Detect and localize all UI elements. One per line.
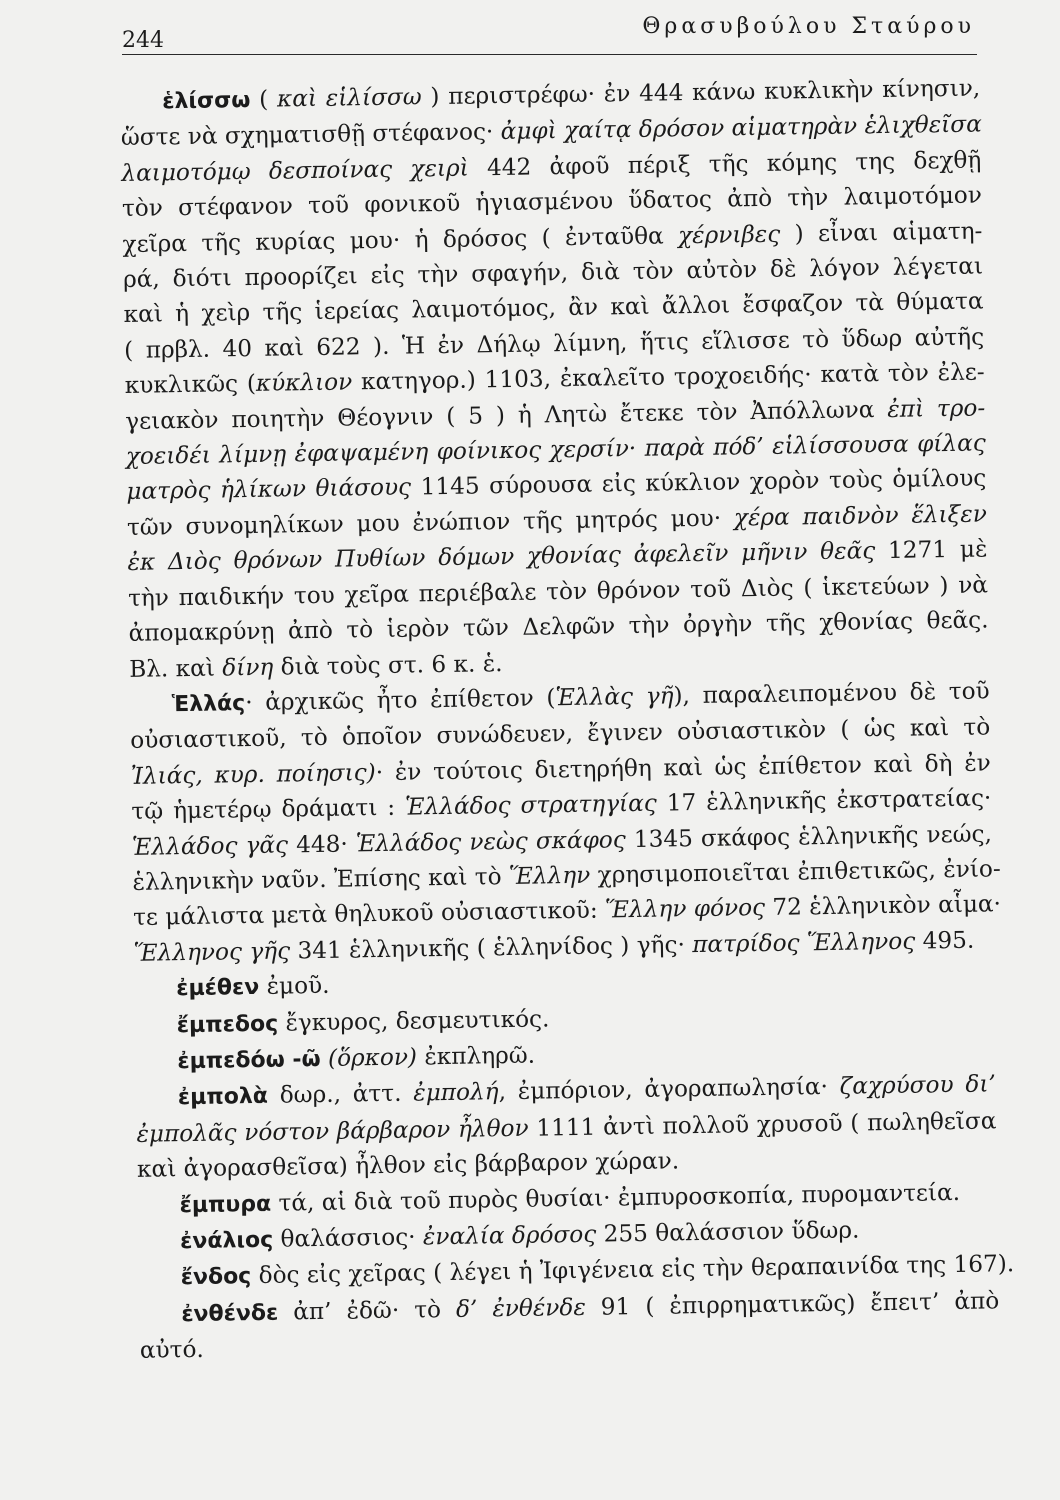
text-run: καὶ ἡ χεὶρ τῆς ἱερείας λαιμοτόμος, ἂν καὶ ἄλλοι ἔσφαζον τὰ θύματα [123, 287, 984, 329]
text-run: γειακὸν ποιητὴν Θέογνιν ( 5 ) ἡ Λητὼ ἔτεκε τὸν Ἀπόλλωνα [125, 395, 888, 435]
italic-text: κύκλιον [255, 368, 353, 398]
page-number: 244 [122, 28, 164, 53]
dictionary-entry [136, 1067, 998, 1188]
text-run: θαλάσσιος· [272, 1223, 424, 1253]
italic-text: λαιμοτόμῳ δεσποίνας χειρὶ [121, 154, 469, 187]
text-run: τὴν παιδικήν του χεῖρα περιέβαλε τὸν θρόνον τοῦ Διὸς ( ἱκετεύων ) νὰ [127, 571, 989, 612]
text-run: 255 θαλάσσιον ὕδωρ. [596, 1216, 860, 1248]
text-run: 1345 σκάφος ἑλληνικῆς νεώς, [625, 819, 993, 853]
text-run: , ἐμπόριον, ἀγοραπωλησία· [498, 1073, 840, 1106]
italic-text: Ἑλλάδος νεὼς σκάφος [355, 825, 626, 857]
text-run: ( πρβλ. 40 καὶ 622 ). Ἡ ἐν Δήλῳ λίμνη, ἥτις εἵλισσε τὸ ὕδωρ αὐτῆς [123, 323, 985, 364]
text-run: ἑλληνικὴν ναῦν. Ἐπίσης καὶ τὸ [132, 862, 510, 896]
text-run: τῶν συνομηλίκων μου ἐνώπιον τῆς μητρός μου· [126, 504, 735, 541]
text-run: τὸν στέφανον τοῦ φονικοῦ ἡγιασμένου ὕδατος ἀπὸ τὴν λαιμοτόμον [121, 181, 983, 223]
italic-text: ζαχρύσου δι’ [839, 1070, 997, 1101]
italic-text: ἐμπολή [413, 1078, 499, 1107]
dictionary-body [120, 70, 1015, 1368]
text-run: 448· [287, 829, 357, 858]
text-run: χρησιμοποιεῖται ἐπιθετικῶς, ἐνίο- [590, 855, 1001, 889]
text-run: · ἐν τούτοις διετηρήθη καὶ ὡς ἐπίθετον καὶ δὴ ἐν [375, 749, 991, 786]
text-run: 91 ( ἐπιρρηματικῶς) ἔπειτ’ ἀπὸ [585, 1287, 1000, 1321]
text-run: ρά, διότι προορίζει εἰς τὴν σφαγήν, διὰ τὸν αὐτὸν δὲ λόγον λέγεται [122, 252, 984, 294]
dictionary-entry [139, 1283, 1000, 1368]
text-run: τά, αἱ διὰ τοῦ πυρὸς θυσίαι· ἐμπυροσκοπία, πυρομαντεία. [270, 1178, 961, 1217]
text-run: ἐκπληρῶ. [416, 1041, 536, 1071]
headword: ἔμπεδος [176, 1011, 279, 1038]
italic-text: Ἑλλάδος γᾶς [131, 830, 289, 861]
italic-text: χοειδέι λίμνῃ ἐφαψαμένη φοίνικος χερσίν· παρὰ πόδ’ εἱλίσσουσα φίλας [125, 429, 986, 471]
text-run: τε μάλιστα μετὰ θηλυκοῦ οὐσιαστικοῦ: [132, 896, 606, 932]
headword: ἔμπυρα [179, 1191, 272, 1218]
italic-text: χέρα παιδνὸν ἕλιξεν [733, 500, 988, 532]
text-run: δὸς εἰς χεῖρας ( λέγει ἡ Ἰφιγένεια εἰς τὴν θεραπαινίδα της 167). [251, 1250, 1015, 1290]
running-head: Θρασυβούλου Σταύρου [642, 14, 975, 39]
italic-text: χέρνιβες [677, 220, 781, 249]
italic-text: ματρὸς ἡλίκων θιάσους [126, 473, 412, 506]
text-run: 1111 ἀντὶ πολλοῦ χρυσοῦ ( πωληθεῖσα [528, 1107, 997, 1142]
headword: ἐνθένδε [181, 1300, 279, 1327]
italic-text: δ’ ἐνθένδε [455, 1293, 587, 1323]
headword: ἐμέθεν [176, 975, 260, 1002]
text-run: 72 ἑλληνικὸν αἷμα· [764, 890, 1002, 922]
text-run: 1145 σύρουσα εἰς κύκλιον χορὸν τοὺς ὁμίλους [410, 464, 987, 501]
italic-text: Ἕλλην φόνος [604, 894, 766, 924]
text-run: ), παραλειπομένου δὲ τοῦ [673, 677, 990, 710]
italic-text: Ἑλλάδος στρατηγίας [404, 789, 658, 821]
italic-text: Ἑλλὰς γῆ [555, 682, 674, 712]
text-run: καὶ ἀγορασθεῖσα) ἦλθον εἰς βάρβαρον χώραν. [136, 1147, 680, 1184]
text-run: 341 ἑλληνικῆς ( ἑλληνίδος ) γῆς· [289, 930, 693, 965]
text-run: ἔγκυρος, δεσμευτικός. [277, 1004, 550, 1037]
text-run: κατηγορ.) 1103, ἐκαλεῖτο τροχοειδής· κατὰ τὸν ἐλε- [352, 358, 985, 396]
text-run: δωρ., ἀττ. [267, 1079, 414, 1110]
text-run: ὥστε νὰ σχηματισθῇ στέφανος· [120, 118, 501, 152]
italic-text: (ὅρκον) [327, 1043, 418, 1072]
text-run: διὰ τοὺς στ. 6 κ. ἑ. [273, 649, 503, 681]
text-run: ἐμοῦ. [259, 971, 330, 1001]
text-run: ) περιστρέφω· ἐν 444 κάνω κυκλικὴν κίνησιν, [421, 74, 981, 111]
text-run: 1271 μὲ [875, 535, 988, 565]
headword: ἐνάλιος [179, 1227, 274, 1255]
italic-text: ἀμφὶ χαίτᾳ δρόσον αἱματηρὰν ἑλιχθεῖσα [500, 110, 982, 146]
text-run: ( [250, 85, 278, 113]
italic-text: ἐπὶ τρο- [887, 394, 986, 423]
text-run: · ἀρχικῶς ἦτο ἐπίθετον ( [245, 684, 556, 717]
headword: Ἑλλάς [171, 691, 246, 718]
text-run: τῷ ἡμετέρῳ δράματι : [131, 793, 406, 826]
text-run: αὐτό. [139, 1336, 205, 1365]
italic-text: Ἰλιάς, κυρ. ποίησις) [130, 758, 376, 790]
italic-text: ἐκ Διὸς θρόνων Πυθίων δόμων χθονίας ἀφελεῖν μῆνιν θεᾶς [127, 537, 876, 577]
text-run: οὐσιαστικοῦ, τὸ ὁποῖον συνώδευεν, ἔγινεν οὐσιαστικὸν ( ὡς καὶ τὸ [130, 713, 991, 755]
headword: ἐμπολὰ [177, 1084, 269, 1111]
italic-text: ἐναλία δρόσος [422, 1220, 597, 1251]
text-run: χεῖρα τῆς κυρίας μου· ἡ δρόσος ( ἐνταῦθα [122, 221, 679, 258]
text-run: Βλ. καὶ [128, 653, 223, 683]
text-run: 442 ἀφοῦ πέριξ τῆς κόμης της δεχθῇ [468, 146, 982, 182]
headword: ἐμπεδόω -ῶ [177, 1046, 321, 1075]
page-header [122, 14, 977, 55]
italic-text: Ἕλληνος γῆς [133, 937, 291, 967]
text-run: ) εἶναι αἱματη- [780, 217, 983, 248]
text-run: ἀπ’ ἐδῶ· τὸ [278, 1295, 457, 1326]
headword: ἔνδος [180, 1264, 252, 1291]
italic-text: ἐμπολᾶς νόστον βάρβαρον ἦλθον [136, 1114, 529, 1148]
text-run: 17 ἑλληνικῆς ἐκστρατείας· [656, 784, 992, 817]
italic-text: πατρίδος Ἕλληνος [691, 927, 916, 958]
italic-text: Ἕλλην [508, 861, 591, 890]
italic-text: καὶ εἱλίσσω [276, 83, 422, 113]
text-run: κυκλικῶς ( [124, 370, 257, 400]
text-run: ἀπομακρύνῃ ἀπὸ τὸ ἱερὸν τῶν Δελφῶν τὴν ὀργὴν τῆς χθονίας θεᾶς. [128, 606, 989, 648]
dictionary-entry [129, 673, 1002, 971]
headword: ἑλίσσω [162, 87, 251, 115]
dictionary-entry [120, 70, 989, 686]
italic-text: δίνη [222, 653, 274, 681]
text-run: 495. [915, 926, 975, 955]
